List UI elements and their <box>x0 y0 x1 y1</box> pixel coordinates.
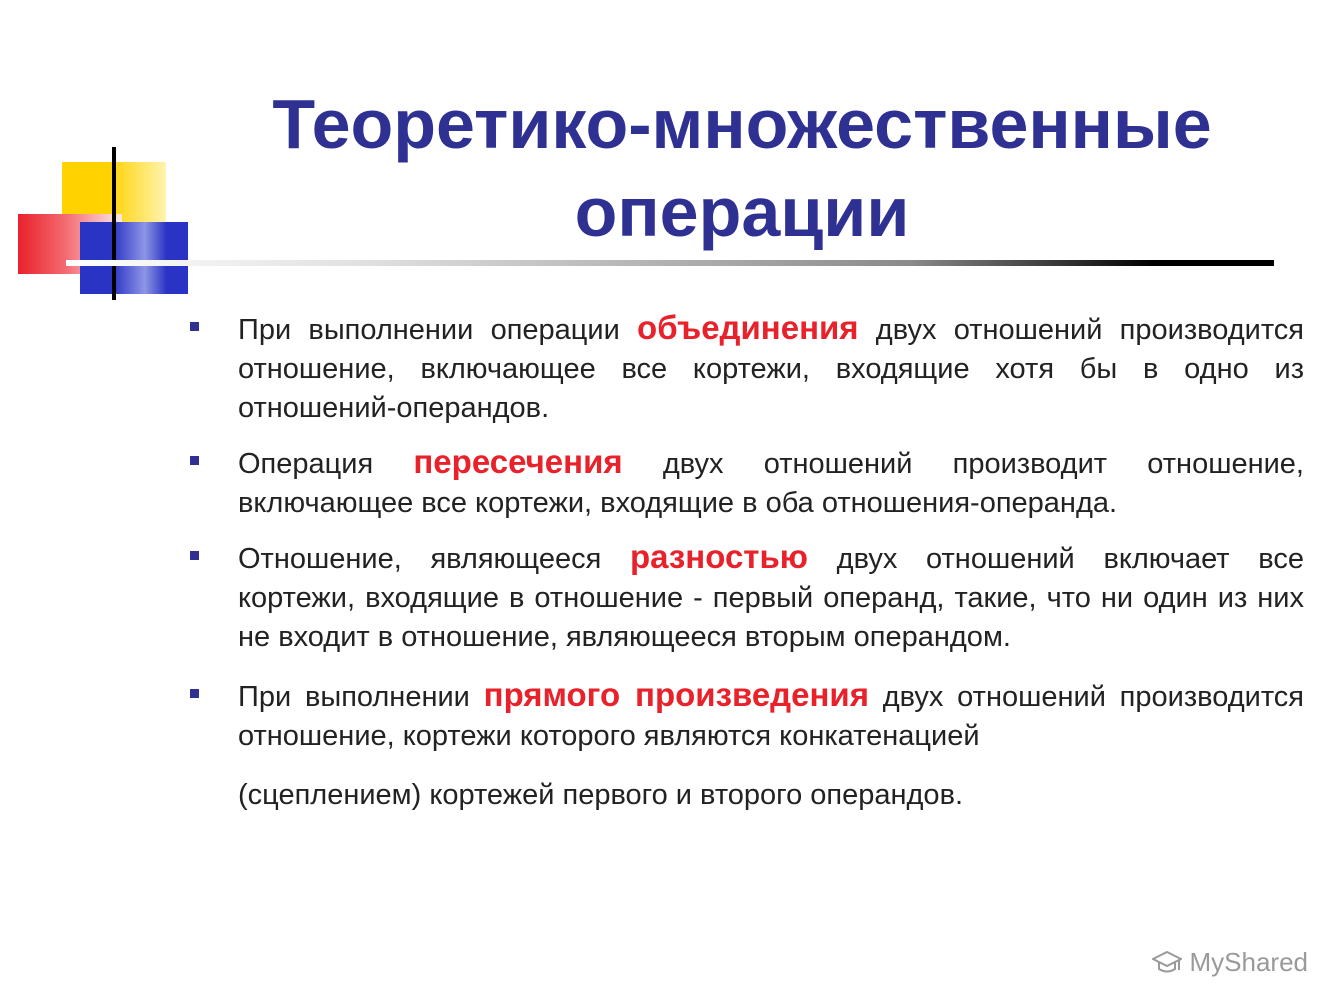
bullet-text-tail: (сцеплением) кортежей первого и второго операндов. <box>238 779 964 811</box>
bullet-text-post: двух отношений производится отношение, включающее все кортежи, входящие хотя бы в одно из отношений-операндов. <box>238 314 1304 424</box>
bullet-text-pre: При выполнении операции <box>238 314 638 346</box>
bullet-text-post: двух отношений включает все кортежи, входящие в отношение - первый операнд, такие, что ни один из них не входит в отношение, являющееся вторым операндом. <box>238 543 1304 653</box>
bullet-text-pre: Операция <box>238 448 414 480</box>
bullet-text-pre: При выполнении <box>238 681 484 713</box>
watermark <box>1152 947 1309 978</box>
bullet-intersection <box>188 442 1304 523</box>
title-divider <box>66 260 1274 266</box>
bullet-cartesian-product <box>188 675 1304 815</box>
title-line-1: Теоретико-множественные <box>272 85 1212 163</box>
bullet-list <box>188 308 1304 815</box>
bullet-marker <box>190 322 199 331</box>
term-intersection: пересечения <box>413 443 623 480</box>
blue-square <box>80 222 188 294</box>
bullet-union <box>188 308 1304 428</box>
vertical-line <box>112 147 116 300</box>
bullet-difference <box>188 537 1304 657</box>
title-line-2: операции <box>574 173 910 251</box>
term-cartesian-product: прямого произведения <box>483 676 869 713</box>
bullet-text-post: двух отношений производится отношение, кортежи которого являются конкатенацией <box>238 681 1304 752</box>
bullet-marker <box>190 551 199 560</box>
bullet-marker <box>190 456 199 465</box>
term-union: объединения <box>637 309 859 346</box>
term-difference: разностью <box>629 538 808 575</box>
slide-title <box>200 80 1284 256</box>
bullet-text-pre: Отношение, являющееся <box>238 543 630 575</box>
mortarboard-icon <box>1152 950 1182 976</box>
bullet-text-post: двух отношений производит отношение, включающее все кортежи, входящие в оба отношения-операнда. <box>238 448 1304 519</box>
bullet-marker <box>190 689 199 698</box>
watermark-text: MyShared <box>1189 947 1308 977</box>
